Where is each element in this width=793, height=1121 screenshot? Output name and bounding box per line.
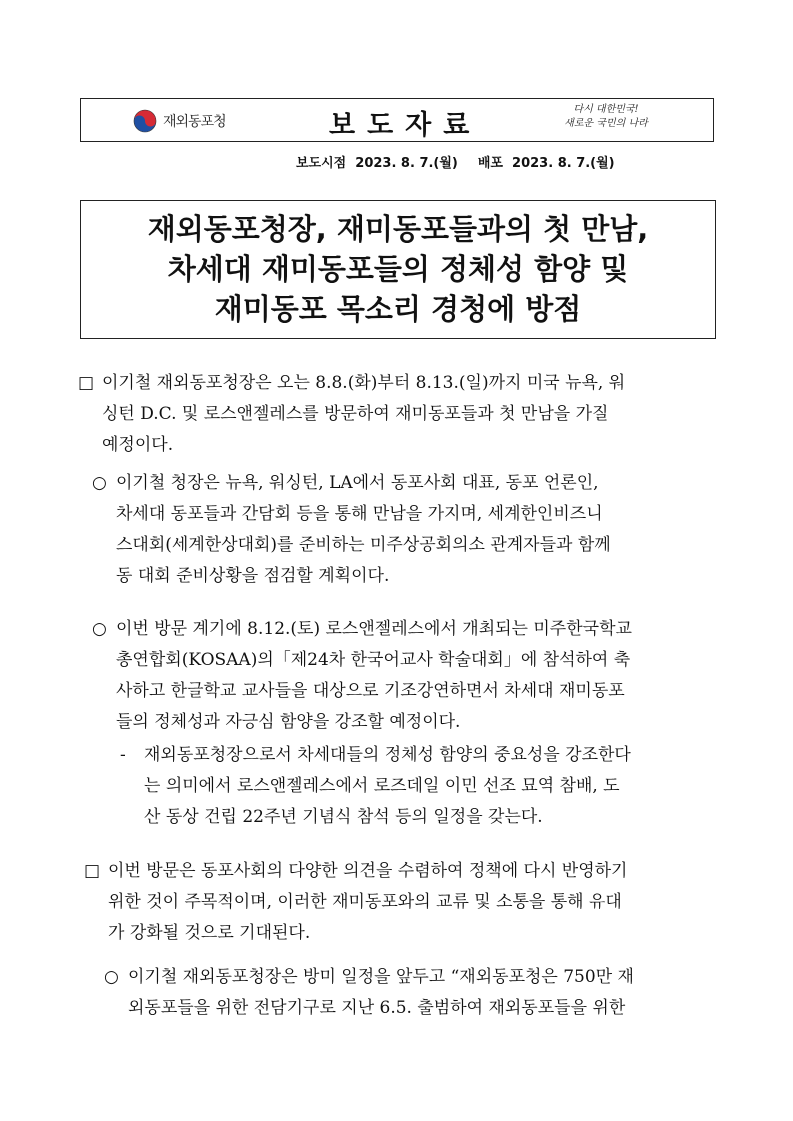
- press-release-title: 보도자료: [329, 110, 482, 141]
- header-box: [80, 98, 714, 142]
- agency-name: 재외동포청: [163, 114, 226, 130]
- square-bullet-icon: □: [84, 861, 101, 881]
- slogan: [551, 103, 661, 131]
- paragraph-line: 예정이다.: [102, 435, 174, 455]
- headline-line-1: 재외동포청장, 재미동포들과의 첫 만남,: [147, 212, 649, 246]
- paragraph-line: 차세대 동포들과 간담회 등을 통해 만남을 가지며, 세계한인비즈니: [116, 504, 603, 524]
- headline-line-3: 재미동포 목소리 경청에 방점: [214, 292, 582, 326]
- paragraph-line: □ 이번 방문은 동포사회의 다양한 의견을 수렴하여 정책에 다시 반영하기: [84, 856, 718, 887]
- paragraph-1: [78, 368, 718, 461]
- headline-box: [80, 200, 716, 339]
- release-time: 보도시점 2023. 8. 7.(월): [296, 156, 458, 171]
- paragraph-line: □ 이기철 재외동포청장은 오는 8.8.(화)부터 8.13.(일)까지 미국 뉴욕, 워: [78, 368, 718, 399]
- paragraph-line: 위한 것이 주목적이며, 이러한 재미동포와의 교류 및 소통을 통해 유대: [108, 892, 622, 912]
- distribution-date: 배포 2023. 8. 7.(월): [477, 156, 615, 171]
- square-bullet-icon: □: [78, 373, 95, 393]
- paragraph-line: 싱턴 D.C. 및 로스앤젤레스를 방문하여 재미동포들과 첫 만남을 가질: [102, 404, 609, 424]
- paragraph-line: 들의 정체성과 자긍심 함양을 강조할 예정이다.: [116, 712, 461, 732]
- paragraph-3: [92, 614, 718, 738]
- paragraph-line: 사하고 한글학교 교사들을 대상으로 기조강연하면서 차세대 재미동포: [116, 681, 625, 701]
- slogan-line-2: 새로운 국민의 나라: [564, 118, 648, 129]
- circle-bullet-icon: ○: [104, 967, 119, 987]
- paragraph-2: [92, 468, 718, 592]
- paragraph-line: 외동포들을 위한 전담기구로 지난 6.5. 출범하여 재외동포들을 위한: [128, 998, 626, 1018]
- headline-line-2: 차세대 재미동포들의 정체성 함양 및: [167, 252, 629, 286]
- circle-bullet-icon: ○: [92, 473, 107, 493]
- paragraph-line: 동 대회 준비상황을 점검할 계획이다.: [116, 566, 390, 586]
- paragraph-4: [120, 740, 718, 833]
- agency-logo: [133, 109, 226, 133]
- paragraph-line: 산 동상 건립 22주년 기념식 참석 등의 일정을 갖는다.: [144, 807, 543, 827]
- dash-bullet-icon: -: [120, 745, 126, 765]
- paragraph-line: ○ 이기철 재외동포청장은 방미 일정을 앞두고 “재외동포청은 750만 재: [104, 962, 718, 993]
- paragraph-line: 가 강화될 것으로 기대된다.: [108, 923, 311, 943]
- circle-bullet-icon: ○: [92, 619, 107, 639]
- paragraph-6: [104, 962, 718, 1024]
- paragraph-line: ○ 이기철 청장은 뉴욕, 워싱턴, LA에서 동포사회 대표, 동포 언론인,: [92, 468, 718, 499]
- release-dates: [296, 152, 635, 171]
- paragraph-line: 총연합회(KOSAA)의「제24차 한국어교사 학술대회」에 참석하여 축: [116, 650, 631, 670]
- paragraph-line: - 재외동포청장으로서 차세대들의 정체성 함양의 중요성을 강조한다: [120, 740, 718, 771]
- taegeuk-logo-icon: [133, 109, 157, 133]
- paragraph-line: 는 의미에서 로스앤젤레스에서 로즈데일 이민 선조 묘역 참배, 도: [144, 776, 620, 796]
- paragraph-5: [84, 856, 718, 949]
- slogan-line-1: 다시 대한민국!: [573, 104, 639, 115]
- paragraph-line: 스대회(세계한상대회)를 준비하는 미주상공회의소 관계자들과 함께: [116, 535, 611, 555]
- paragraph-line: ○ 이번 방문 계기에 8.12.(토) 로스앤젤레스에서 개최되는 미주한국학교: [92, 614, 718, 645]
